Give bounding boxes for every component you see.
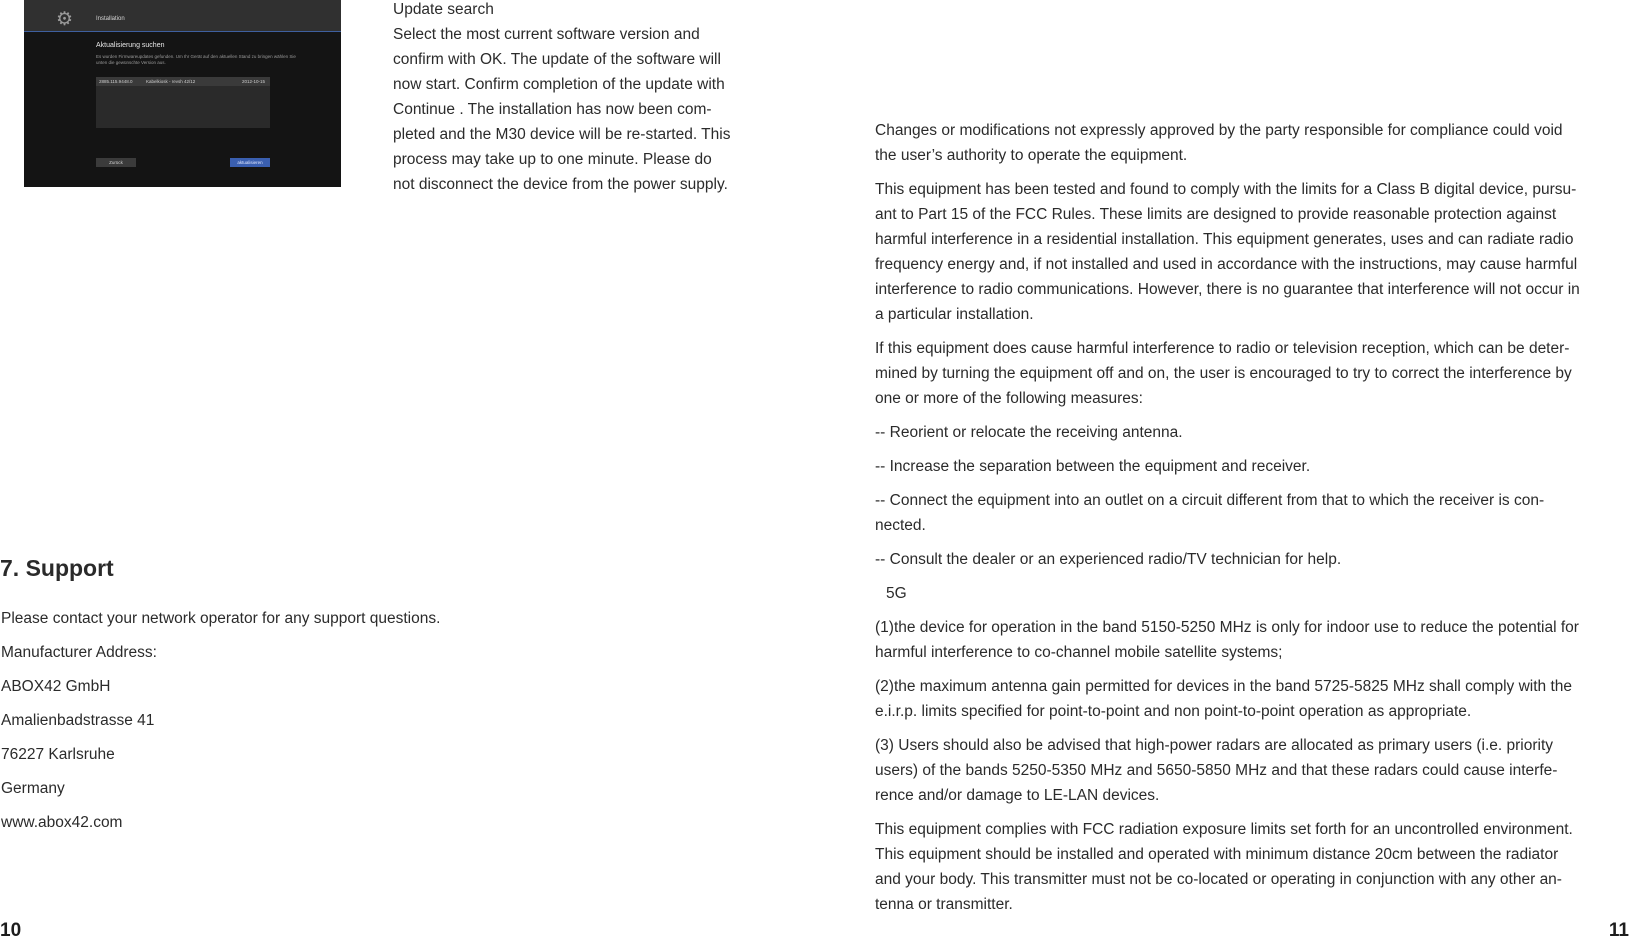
gear-icon: ⚙ bbox=[56, 9, 74, 30]
fcc-paragraph bbox=[875, 336, 1625, 411]
support-section bbox=[1, 606, 561, 844]
fcc-line: mined by turning the equipment off and on, the user is encouraged to try to correct the interference by bbox=[875, 365, 1572, 382]
fcc-line: This equipment complies with FCC radiation exposure limits set forth for an uncontrolled environment. bbox=[875, 821, 1573, 838]
fcc-line: (1)the device for operation in the band 5150-5250 MHz is only for indoor use to reduce the potential for bbox=[875, 619, 1579, 636]
fcc-paragraph bbox=[875, 615, 1625, 665]
update-search-line: pleted and the M30 device will be re-started. This bbox=[393, 126, 731, 143]
fcc-line: a particular installation. bbox=[875, 306, 1034, 323]
fcc-line: ant to Part 15 of the FCC Rules. These limits are designed to provide reasonable protection against bbox=[875, 206, 1557, 223]
update-search-line: Select the most current software version and bbox=[393, 26, 700, 43]
screenshot-date: 2012-10-15 bbox=[242, 79, 266, 84]
fcc-line: tenna or transmitter. bbox=[875, 896, 1013, 913]
fcc-line: users) of the bands 5250-5350 MHz and 5650-5850 MHz and that these radars could cause interfe- bbox=[875, 762, 1558, 779]
fcc-line: the user’s authority to operate the equipment. bbox=[875, 147, 1188, 164]
screenshot-update-button: aktualisieren bbox=[230, 158, 270, 167]
screenshot-title: Installation bbox=[96, 16, 125, 22]
fcc-5g-label bbox=[875, 581, 1625, 606]
fcc-line: (3) Users should also be advised that high-power radars are allocated as primary users (i.e. priority bbox=[875, 737, 1553, 754]
fcc-line: -- Increase the separation between the equipment and receiver. bbox=[875, 458, 1311, 475]
fcc-line: If this equipment does cause harmful interference to radio or television reception, which can be deter- bbox=[875, 340, 1570, 357]
update-search-line: confirm with OK. The update of the software will bbox=[393, 51, 721, 68]
fcc-paragraph bbox=[875, 177, 1625, 327]
city-address: 76227 Karlsruhe bbox=[1, 746, 115, 763]
update-search-section bbox=[393, 0, 763, 197]
fcc-line: -- Consult the dealer or an experienced radio/TV technician for help. bbox=[875, 551, 1342, 568]
fcc-line: This equipment should be installed and operated with minimum distance 20cm between the radiator bbox=[875, 846, 1559, 863]
street-address: Amalienbadstrasse 41 bbox=[1, 712, 155, 729]
fcc-measure bbox=[875, 454, 1625, 479]
fcc-line: This equipment has been tested and found to comply with the limits for a Class B digital device, pursu- bbox=[875, 181, 1577, 198]
page-number-left: 10 bbox=[0, 920, 22, 941]
installation-screenshot bbox=[24, 0, 341, 187]
screenshot-update-list bbox=[96, 77, 270, 128]
website-link[interactable]: www.abox42.com bbox=[1, 814, 123, 831]
fcc-statement bbox=[875, 118, 1625, 926]
fcc-line: frequency energy and, if not installed and used in accordance with the instructions, may cause harmful bbox=[875, 256, 1578, 273]
update-search-heading: Update search bbox=[393, 1, 494, 18]
fcc-line: -- Connect the equipment into an outlet on a circuit different from that to which the receiver is con- bbox=[875, 492, 1545, 509]
fcc-paragraph bbox=[875, 733, 1625, 808]
screenshot-update-row bbox=[96, 77, 270, 86]
screenshot-description: Es wurden Firmwareupdates gefunden. Um Ihr Gerät auf den aktuellen Stand zu bringen wählen Sie unten die gewünschte Version aus. bbox=[96, 54, 296, 65]
screenshot-back-button: Zurück bbox=[96, 158, 136, 167]
page-number-right: 11 bbox=[1608, 920, 1629, 941]
fcc-line: harmful interference to co-channel mobile satellite systems; bbox=[875, 644, 1283, 661]
fcc-paragraph bbox=[875, 674, 1625, 724]
screenshot-heading: Aktualisierung suchen bbox=[96, 42, 165, 49]
fcc-measure bbox=[875, 547, 1625, 572]
support-line: Please contact your network operator for any support questions. bbox=[1, 610, 441, 627]
country: Germany bbox=[1, 780, 65, 797]
update-search-line: not disconnect the device from the power supply. bbox=[393, 176, 728, 193]
screenshot-source: Kabelkiosk - revsh 42/12 bbox=[146, 79, 196, 84]
fcc-line: -- Reorient or relocate the receiving antenna. bbox=[875, 424, 1183, 441]
company-name: ABOX42 GmbH bbox=[1, 678, 111, 695]
support-heading: 7. Support bbox=[0, 555, 114, 581]
fcc-line: and your body. This transmitter must not be co-located or operating in conjunction with any other an- bbox=[875, 871, 1562, 888]
fcc-line: 5G bbox=[886, 585, 907, 602]
fcc-line: nected. bbox=[875, 517, 926, 534]
manufacturer-label: Manufacturer Address: bbox=[1, 644, 157, 661]
fcc-measure bbox=[875, 488, 1625, 538]
fcc-line: harmful interference in a residential installation. This equipment generates, uses and can radiate radio bbox=[875, 231, 1574, 248]
fcc-paragraph bbox=[875, 817, 1625, 917]
fcc-line: one or more of the following measures: bbox=[875, 390, 1143, 407]
fcc-line: interference to radio communications. However, there is no guarantee that interference will not occur in bbox=[875, 281, 1580, 298]
fcc-paragraph bbox=[875, 118, 1625, 168]
update-search-line: Continue . The installation has now been com- bbox=[393, 101, 712, 118]
update-search-line: process may take up to one minute. Please do bbox=[393, 151, 712, 168]
fcc-line: e.i.r.p. limits specified for point-to-point and non point-to-point operation as appropriate. bbox=[875, 703, 1472, 720]
fcc-line: (2)the maximum antenna gain permitted for devices in the band 5725-5825 MHz shall comply with the bbox=[875, 678, 1573, 695]
screenshot-version: 2885.115.9448.0 bbox=[99, 79, 133, 84]
fcc-measure bbox=[875, 420, 1625, 445]
fcc-line: rence and/or damage to LE-LAN devices. bbox=[875, 787, 1160, 804]
update-search-line: now start. Confirm completion of the update with bbox=[393, 76, 725, 93]
fcc-line: Changes or modifications not expressly approved by the party responsible for compliance could void bbox=[875, 122, 1563, 139]
